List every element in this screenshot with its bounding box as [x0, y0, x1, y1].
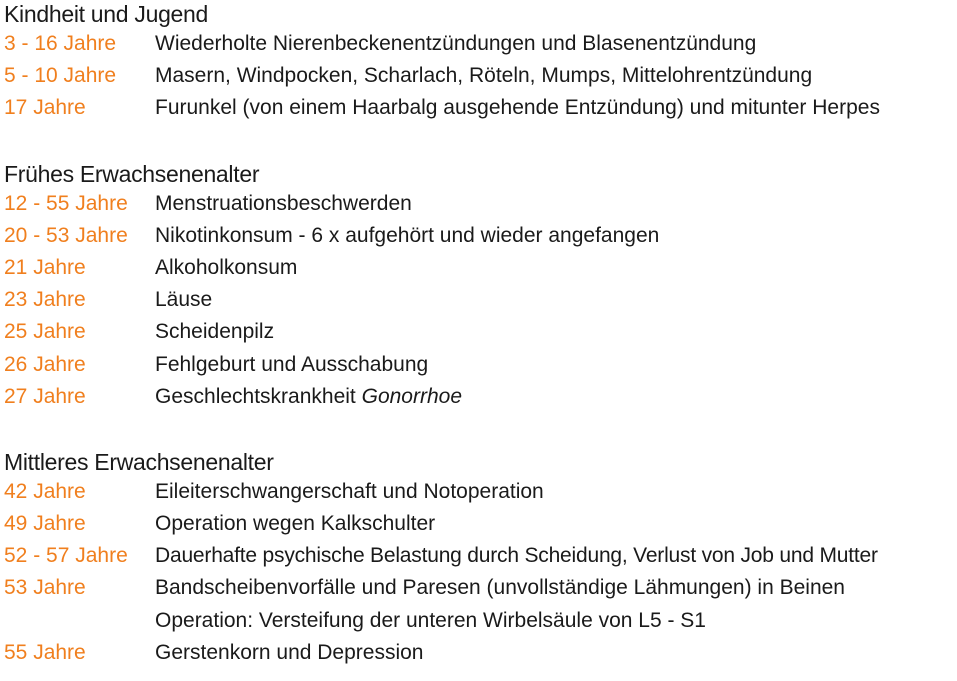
condition-description: Operation wegen Kalkschulter: [155, 512, 436, 536]
condition-description: Nikotinkonsum - 6 x aufgehört und wieder angefangen: [155, 223, 660, 247]
age-range: 5 - 10 Jahre: [4, 64, 117, 88]
age-range: [4, 605, 155, 637]
medical-history-document: [4, 0, 954, 669]
age-range: 49 Jahre: [4, 512, 86, 536]
history-row: [4, 316, 954, 348]
section-title: Frühes Erwachsenenalter: [4, 160, 260, 187]
history-row: [4, 349, 954, 381]
age-range: 12 - 55 Jahre: [4, 191, 128, 215]
condition-description: Dauerhafte psychische Belastung durch Scheidung, Verlust von Job und Mutter: [155, 544, 878, 568]
condition-description: Scheidenpilz: [155, 320, 275, 344]
condition-description: [155, 381, 954, 413]
age-range: 3 - 16 Jahre: [4, 32, 117, 55]
history-row: [4, 381, 954, 413]
section-spacer: [4, 125, 954, 163]
condition-italic-term: Gonorrhoe: [361, 384, 463, 408]
history-row: [4, 188, 954, 220]
condition-description: Fehlgeburt und Ausschabung: [155, 352, 429, 376]
section-title: Kindheit und Jugend: [4, 1, 209, 27]
history-row: [4, 605, 954, 637]
age-range: 27 Jahre: [4, 384, 86, 408]
history-row: [4, 476, 954, 508]
condition-description: Läuse: [155, 288, 213, 312]
condition-description: Masern, Windpocken, Scharlach, Röteln, Mumps, Mittelohrentzündung: [155, 64, 813, 88]
age-range: 53 Jahre: [4, 576, 86, 600]
history-row: [4, 28, 954, 60]
condition-description: Bandscheibenvorfälle und Paresen (unvollständige Lähmungen) in Beinen: [155, 576, 845, 600]
history-row: [4, 220, 954, 252]
age-range: 52 - 57 Jahre: [4, 544, 128, 568]
condition-description: Furunkel (von einem Haarbalg ausgehende Entzündung) und mitunter Herpes: [155, 96, 880, 120]
history-row: [4, 637, 954, 669]
age-range: 55 Jahre: [4, 640, 86, 664]
section-middle-adulthood: [4, 448, 954, 669]
condition-description: Menstruationsbeschwerden: [155, 191, 412, 215]
age-range: 17 Jahre: [4, 96, 86, 120]
condition-text: Geschlechtskrankheit: [155, 384, 362, 408]
condition-description: Gerstenkorn und Depression: [155, 640, 424, 664]
age-range: 23 Jahre: [4, 288, 86, 312]
section-early-adulthood: [4, 160, 954, 413]
age-range: 20 - 53 Jahre: [4, 223, 128, 247]
condition-description: Alkoholkonsum: [155, 255, 298, 279]
history-row: [4, 508, 954, 540]
history-row: [4, 540, 954, 572]
history-row: [4, 92, 954, 124]
history-row: [4, 60, 954, 92]
section-spacer: [4, 413, 954, 451]
age-range: 25 Jahre: [4, 320, 86, 344]
condition-description: Eileiterschwangerschaft und Notoperation: [155, 479, 544, 503]
age-range: 26 Jahre: [4, 352, 86, 376]
history-row: [4, 284, 954, 316]
condition-description: Wiederholte Nierenbeckenentzündungen und Blasenentzündung: [155, 32, 757, 55]
section-childhood: [4, 0, 954, 125]
history-row: [4, 252, 954, 284]
age-range: 21 Jahre: [4, 255, 86, 279]
history-row: [4, 572, 954, 604]
section-title: Mittleres Erwachsenenalter: [4, 448, 274, 475]
age-range: 42 Jahre: [4, 479, 86, 503]
condition-description: Operation: Versteifung der unteren Wirbelsäule von L5 - S1: [155, 608, 706, 632]
